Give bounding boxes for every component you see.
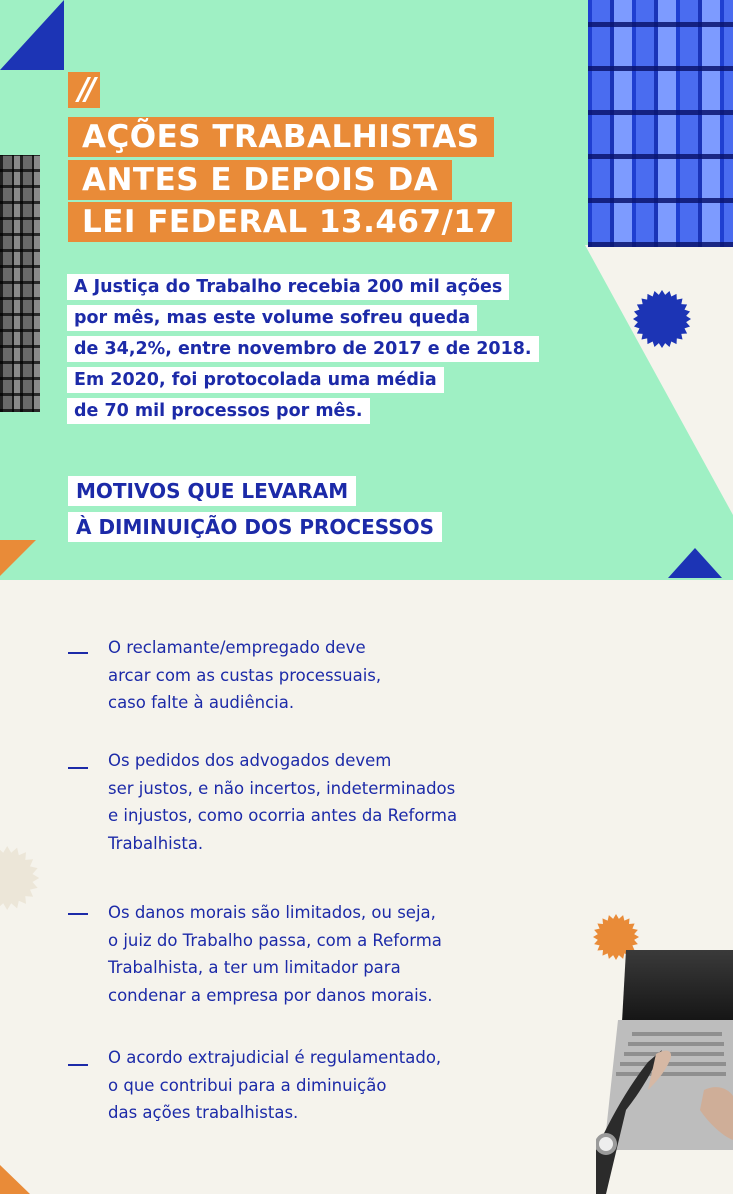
title-slashes: // — [68, 72, 100, 108]
title-line-3: LEI FEDERAL 13.467/17 — [68, 202, 512, 242]
cream-starburst-icon — [0, 846, 40, 910]
reason-text: O acordo extrajudicial é regulamentado, o que contribui para a diminuição das ações trabalhistas. — [108, 1048, 442, 1122]
subtitle-line-1: MOTIVOS QUE LEVARAM — [68, 476, 356, 506]
intro-line-2: por mês, mas este volume sofreu queda — [67, 305, 477, 331]
blue-corner-triangle — [0, 0, 64, 70]
blue-triangle-accent — [668, 548, 722, 578]
intro-line-5: de 70 mil processos por mês. — [67, 398, 370, 424]
reason-text: Os danos morais são limitados, ou seja, o juiz do Trabalho passa, com a Reforma Trabalhista, a ter um limitador para condenar a empresa por danos morais. — [108, 903, 442, 1005]
reason-text: Os pedidos dos advogados devem ser justos, e não incertos, indeterminados e injustos, como ocorria antes da Reforma Trabalhista. — [108, 751, 458, 853]
orange-corner-triangle — [0, 1165, 30, 1194]
dash-bullet-icon — [68, 767, 88, 769]
intro-line-1: A Justiça do Trabalho recebia 200 mil ações — [67, 274, 509, 300]
blue-starburst-icon — [633, 290, 691, 348]
subtitle-line-2: À DIMINUIÇÃO DOS PROCESSOS — [68, 512, 442, 542]
title-line-2: ANTES E DEPOIS DA — [68, 160, 452, 200]
laptop-hands-photo — [596, 950, 733, 1194]
blue-building-photo — [588, 0, 733, 247]
dash-bullet-icon — [68, 1064, 88, 1066]
dash-bullet-icon — [68, 652, 88, 654]
dash-bullet-icon — [68, 913, 88, 915]
reason-text: O reclamante/empregado deve arcar com as custas processuais, caso falte à audiência. — [108, 638, 382, 712]
intro-line-3: de 34,2%, entre novembro de 2017 e de 2018. — [67, 336, 539, 362]
intro-line-4: Em 2020, foi protocolada uma média — [67, 367, 444, 393]
orange-triangle-accent — [0, 540, 36, 576]
title-line-1: AÇÕES TRABALHISTAS — [68, 117, 494, 157]
dark-building-photo — [0, 155, 40, 412]
